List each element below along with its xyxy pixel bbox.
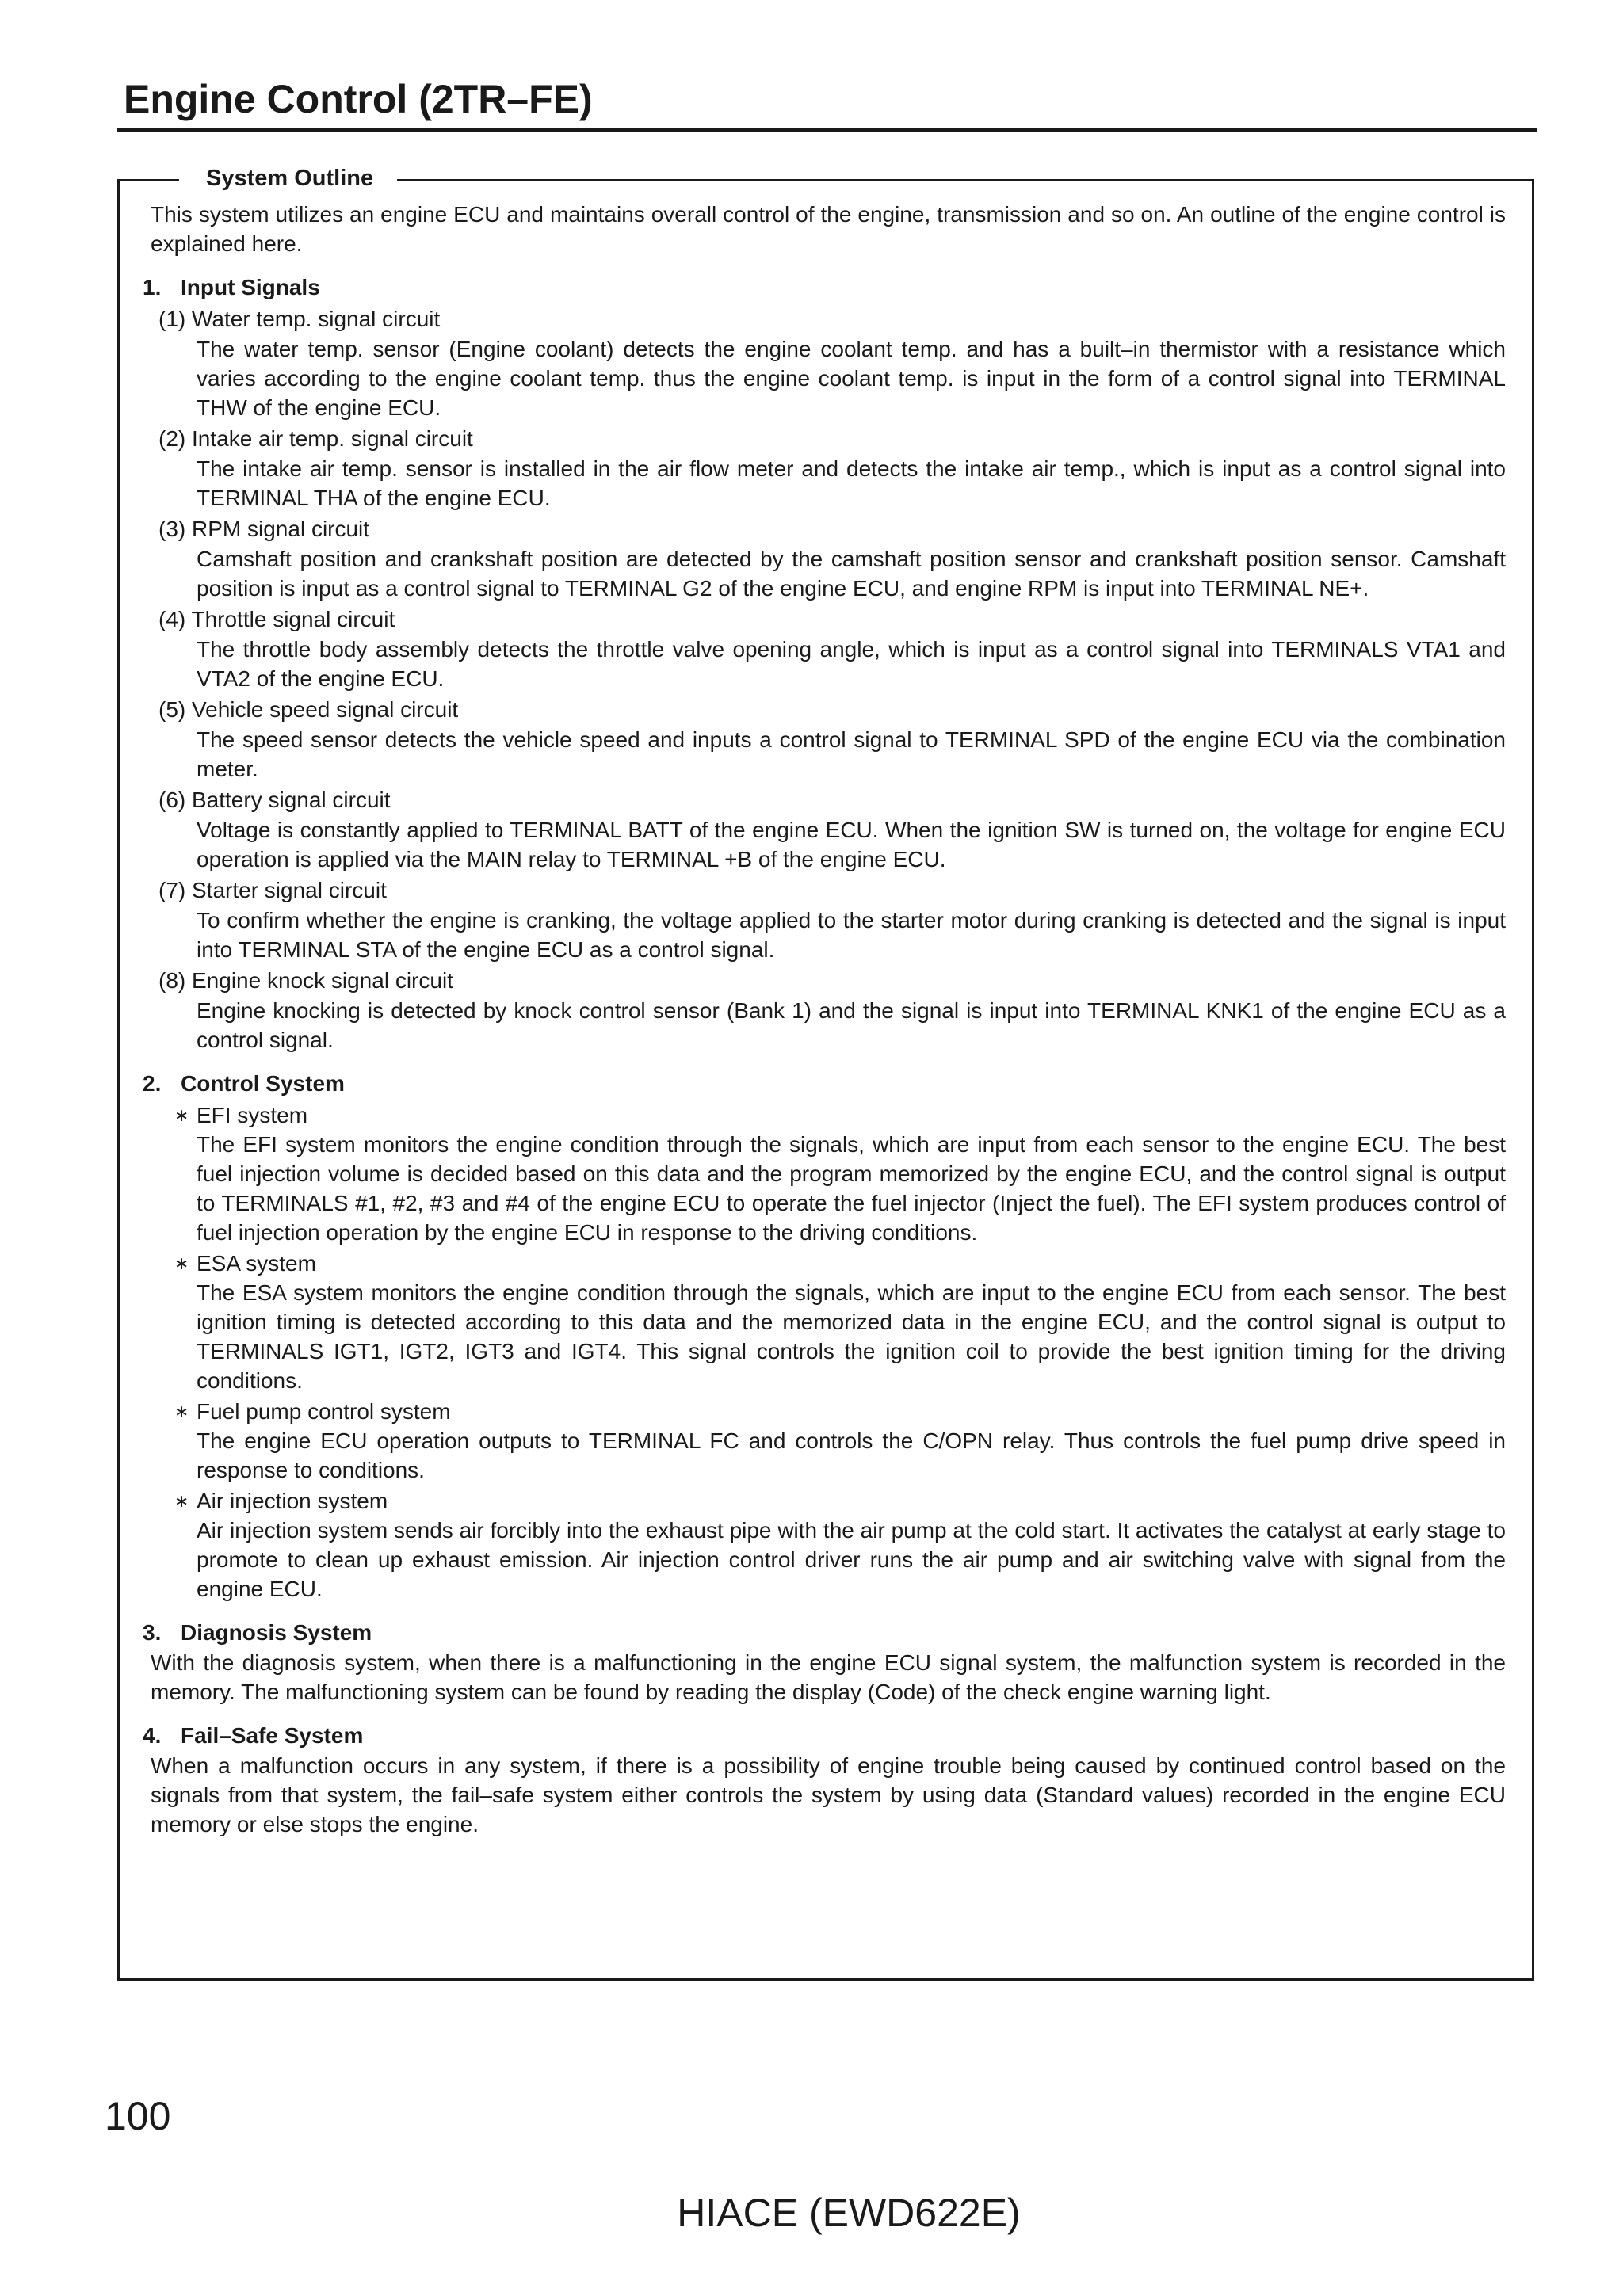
section-heading [143,1069,1506,1099]
item-text: The speed sensor detects the vehicle speed and inputs a control signal to TERMINAL SPD of the engine ECU via the combination meter. [197,727,1506,781]
section-input-signals [143,273,1506,1055]
item-title: (4) Throttle signal circuit [158,607,395,631]
section-heading [143,1721,1506,1751]
asterisk-bullet-icon: ∗ [174,1105,189,1125]
input-item-starter [143,875,1506,964]
item-text: The water temp. sensor (Engine coolant) detects the engine coolant temp. and has a built–in thermistor with a resistance which varies according to the engine coolant temp. thus the engine coolant temp. is input in the form of a control signal into TERMINAL THW of the engine ECU. [197,337,1506,420]
section-control-system [143,1069,1506,1604]
item-title: Air injection system [197,1489,388,1513]
section-title: Input Signals [181,275,320,299]
page-number: 100 [105,2094,171,2138]
page-title: Engine Control (2TR–FE) [124,77,593,121]
section-fail-safe-system [143,1721,1506,1839]
control-item-esa [143,1249,1506,1395]
section-number: 1. [143,275,162,299]
item-text: The intake air temp. sensor is installed in the air flow meter and detects the intake air temp., which is input as a control signal into TERMINAL THA of the engine ECU. [197,456,1506,510]
input-item-engine-knock [143,966,1506,1055]
control-item-air-injection [143,1486,1506,1604]
system-outline-legend: System Outline [179,162,397,194]
item-title: (7) Starter signal circuit [158,878,387,902]
section-diagnosis-system [143,1618,1506,1707]
item-title: Fuel pump control system [197,1399,451,1424]
outline-content [143,200,1506,1839]
section-title: Diagnosis System [181,1620,372,1645]
input-item-rpm [143,514,1506,603]
asterisk-bullet-icon: ∗ [174,1491,189,1511]
item-text: Voltage is constantly applied to TERMINAL BATT of the engine ECU. When the ignition SW is turned on, the voltage for engine ECU operation is applied via the MAIN relay to TERMINAL +B of the engine ECU. [197,818,1506,871]
input-item-battery [143,785,1506,874]
section-title: Control System [181,1071,345,1096]
control-item-efi [143,1100,1506,1247]
section-number: 4. [143,1723,162,1748]
item-text: The engine ECU operation outputs to TERMINAL FC and controls the C/OPN relay. Thus controls the fuel pump drive speed in response to conditions. [197,1428,1506,1482]
section-title: Fail–Safe System [181,1723,364,1748]
item-text: The EFI system monitors the engine condition through the signals, which are input from each sensor to the engine ECU. The best fuel injection volume is decided based on this data and the program memorized by the engine ECU, and the control signal is output to TERMINALS #1, #2, #3 and #4 of the engine ECU to operate the fuel injector (Inject the fuel). The EFI system produces control of fuel injection operation by the engine ECU in response to the driving conditions. [197,1132,1506,1245]
item-text: To confirm whether the engine is cranking, the voltage applied to the starter motor during cranking is detected and the signal is input into TERMINAL STA of the engine ECU as a control signal. [197,908,1506,962]
item-title: (6) Battery signal circuit [158,788,391,812]
section-number: 3. [143,1620,162,1645]
input-item-vehicle-speed [143,695,1506,784]
item-title: (3) RPM signal circuit [158,517,370,541]
item-text: Engine knocking is detected by knock control sensor (Bank 1) and the signal is input into TERMINAL KNK1 of the engine ECU as a control signal. [197,998,1506,1052]
item-title: (8) Engine knock signal circuit [158,968,453,993]
item-title: (2) Intake air temp. signal circuit [158,426,473,451]
section-text: With the diagnosis system, when there is a malfunctioning in the engine ECU signal system, the malfunction system is recorded in the memory. The malfunctioning system can be found by reading the display (Code) of the check engine warning light. [151,1650,1506,1704]
section-heading [143,273,1506,303]
input-item-throttle [143,605,1506,693]
item-title: EFI system [197,1103,308,1127]
asterisk-bullet-icon: ∗ [174,1253,189,1273]
control-item-fuel-pump [143,1397,1506,1485]
title-rule [117,128,1537,132]
item-text: Camshaft position and crankshaft position are detected by the camshaft position sensor and crankshaft position sensor. Camshaft position is input as a control signal to TERMINAL G2 of the engine ECU, and engine RPM is input into TERMINAL NE+. [197,547,1506,601]
section-number: 2. [143,1071,162,1096]
item-text: The throttle body assembly detects the throttle valve opening angle, which is input as a control signal into TERMINALS VTA1 and VTA2 of the engine ECU. [197,637,1506,691]
input-item-water-temp [143,304,1506,422]
footer-model-code: HIACE (EWD622E) [677,2191,1021,2235]
item-title: ESA system [197,1251,316,1276]
input-item-intake-air-temp [143,424,1506,513]
item-title: (1) Water temp. signal circuit [158,307,441,331]
section-heading [143,1618,1506,1648]
item-text: Air injection system sends air forcibly into the exhaust pipe with the air pump at the cold start. It activates the catalyst at early stage to promote to clean up exhaust emission. Air injection control driver runs the air pump and air switching valve with signal from the engine ECU. [197,1518,1506,1601]
section-text: When a malfunction occurs in any system, if there is a possibility of engine trouble being caused by continued control based on the signals from that system, the fail–safe system either controls the system by using data (Standard values) recorded in the engine ECU memory or else stops the engine. [151,1753,1506,1836]
asterisk-bullet-icon: ∗ [174,1402,189,1421]
item-text: The ESA system monitors the engine condition through the signals, which are input to the engine ECU from each sensor. The best ignition timing is detected according to this data and the memorized data in the engine ECU, and the control signal is output to TERMINALS IGT1, IGT2, IGT3 and IGT4. This signal controls the ignition coil to provide the best ignition timing for the driving conditions. [197,1280,1506,1393]
outline-intro: This system utilizes an engine ECU and maintains overall control of the engine, transmission and so on. An outline of the engine control is explained here. [151,202,1506,256]
item-title: (5) Vehicle speed signal circuit [158,697,459,722]
